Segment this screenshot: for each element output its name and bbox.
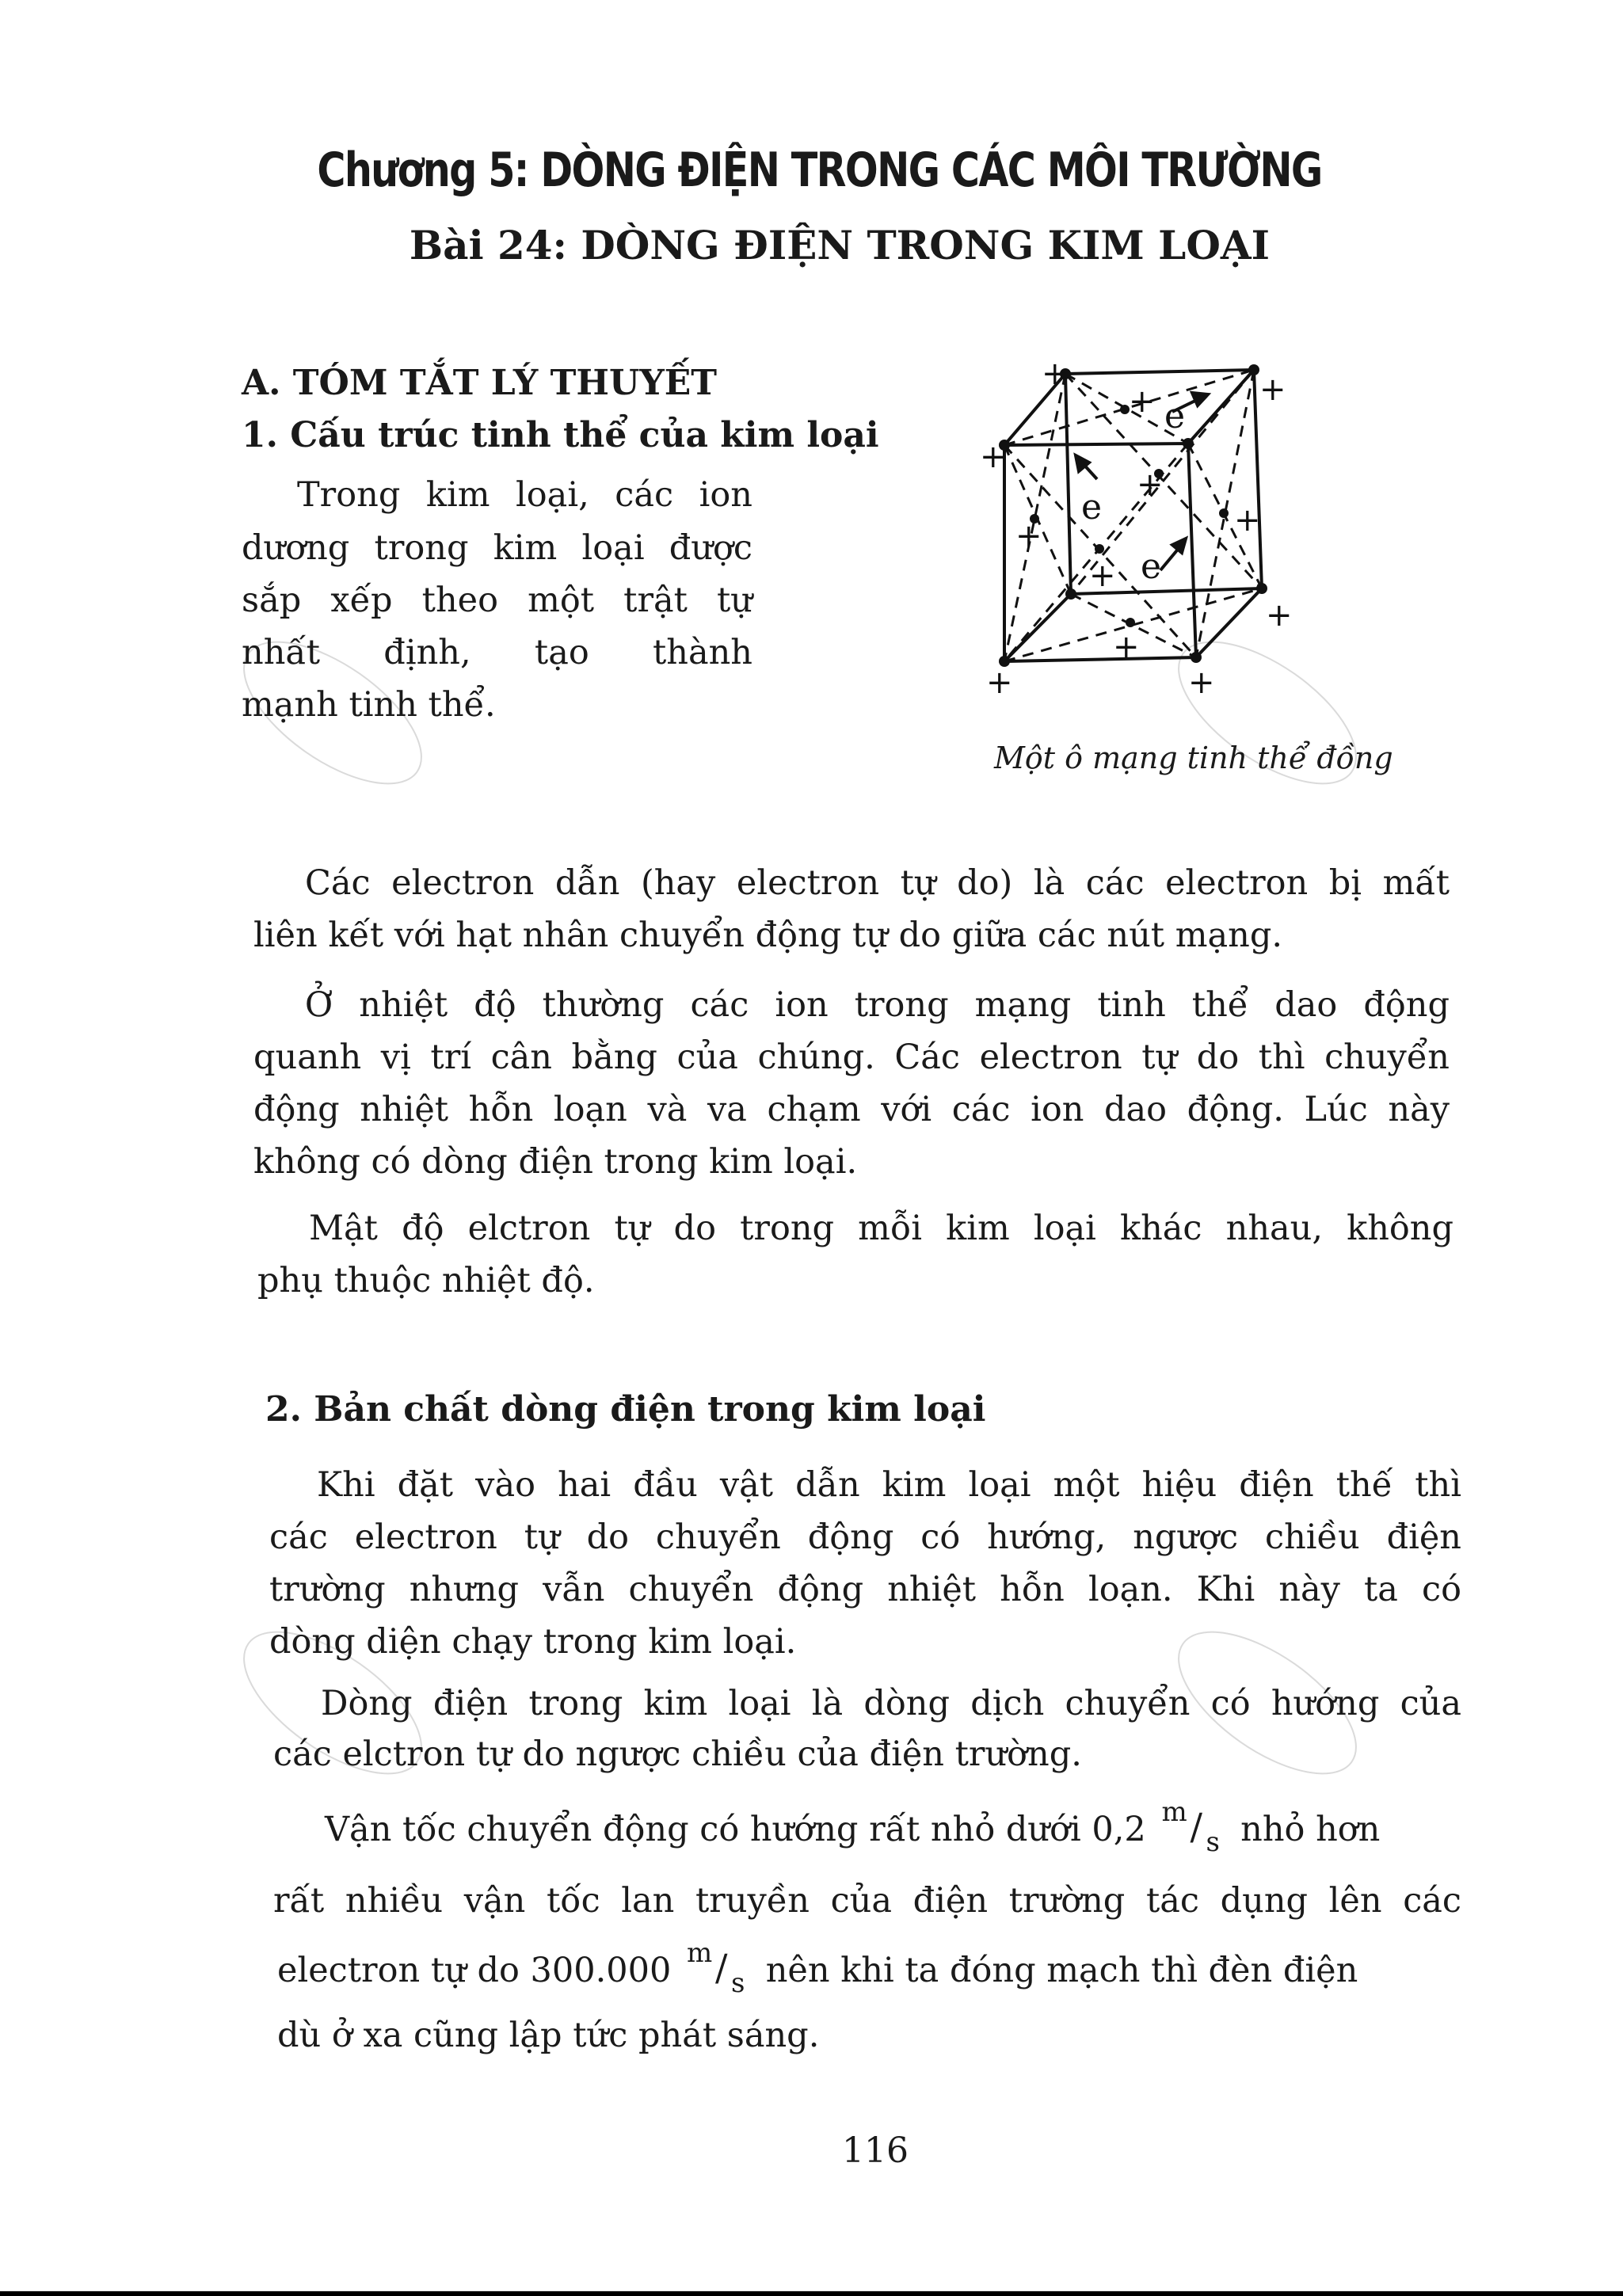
- ion-label: +: [1015, 518, 1042, 554]
- unit-numerator: m: [687, 1937, 713, 1969]
- unit-denominator: s: [1206, 1826, 1220, 1858]
- text-line: trường nhưng vẫn chuyển động nhiệt hỗn loạn. Khi này ta có: [269, 1570, 1461, 1609]
- ion-label: +: [1259, 371, 1286, 408]
- text-line: rất nhiều vận tốc lan truyền của điện trường tác dụng lên các: [273, 1881, 1461, 1921]
- unit-meters-per-second: [687, 1937, 750, 1999]
- text-line: Mật độ elctron tự do trong mỗi kim loại khác nhau, không: [309, 1209, 1453, 1248]
- text-segment: Vận tốc chuyển động có hướng rất nhỏ dưới 0,2: [325, 1810, 1146, 1849]
- text-line: phụ thuộc nhiệt độ.: [257, 1261, 595, 1300]
- unit-numerator: m: [1161, 1796, 1187, 1828]
- text-line: Dòng điện trong kim loại là dòng dịch chuyển có hướng của: [321, 1684, 1461, 1723]
- text-line: Các electron dẫn (hay electron tự do) là các electron bị mất: [305, 863, 1450, 903]
- section-a-heading: A. TÓM TẮT LÝ THUYẾT: [242, 363, 718, 403]
- fraction-slash: /: [715, 1946, 728, 1989]
- text-line: quanh vị trí cân bằng của chúng. Các electron tự do thì chuyển: [253, 1038, 1450, 1077]
- ion-label: +: [1129, 383, 1156, 420]
- section-1-heading: 1. Cấu trúc tinh thể của kim loại: [242, 415, 879, 455]
- velocity-line-3: [277, 1937, 1358, 1999]
- figure-caption: Một ô mạng tinh thể đồng: [994, 741, 1393, 775]
- section-2-heading: 2. Bản chất dòng điện trong kim loại: [265, 1389, 986, 1430]
- text-segment: electron tự do 300.000: [277, 1951, 672, 1990]
- ion-label: +: [1113, 629, 1140, 665]
- text-line: dương trong kim loại được: [242, 528, 752, 568]
- text-line: Khi đặt vào hai đầu vật dẫn kim loại một hiệu điện thế thì: [317, 1465, 1461, 1505]
- scan-edge: [0, 2291, 1623, 2296]
- ion-label: +: [980, 439, 1007, 475]
- ion-label: +: [1266, 597, 1293, 634]
- ion-label: +: [1234, 502, 1261, 539]
- text-line: mạnh tinh thể.: [242, 685, 496, 725]
- ion-label: +: [1137, 466, 1164, 503]
- unit-denominator: s: [731, 1967, 745, 1999]
- page-number: 116: [842, 2130, 909, 2171]
- unit-meters-per-second: [1161, 1796, 1225, 1858]
- velocity-line-1: [325, 1796, 1381, 1858]
- chapter-title: Chương 5: DÒNG ĐIỆN TRONG CÁC MÔI TRƯỜNG: [317, 143, 1322, 198]
- lesson-title: Bài 24: DÒNG ĐIỆN TRONG KIM LOẠI: [409, 222, 1271, 268]
- text-line: động nhiệt hỗn loạn và va chạm với các ion dao động. Lúc này: [253, 1090, 1450, 1129]
- text-line: Ở nhiệt độ thường các ion trong mạng tinh thể dao động: [305, 985, 1450, 1025]
- text-line: dòng diện chạy trong kim loại.: [269, 1622, 797, 1662]
- text-line: nhất định, tạo thành: [242, 633, 752, 672]
- fraction-slash: /: [1190, 1805, 1202, 1848]
- electron-label: e: [1141, 546, 1162, 587]
- text-line: không có dòng điện trong kim loại.: [253, 1142, 858, 1182]
- ion-label: +: [1188, 664, 1215, 701]
- text-line: các elctron tự do ngược chiều của điện trường.: [273, 1734, 1082, 1774]
- ion-label: +: [1042, 356, 1069, 392]
- text-segment: nên khi ta đóng mạch thì đèn điện: [765, 1951, 1358, 1990]
- electron-label: e: [1081, 487, 1103, 527]
- copper-crystal-lattice-diagram: [974, 348, 1339, 721]
- ion-label: +: [1089, 558, 1116, 594]
- text-line: Trong kim loại, các ion: [297, 475, 752, 515]
- ion-label: +: [986, 664, 1013, 701]
- text-segment: nhỏ hơn: [1240, 1810, 1381, 1849]
- text-line: liên kết với hạt nhân chuyển động tự do giữa các nút mạng.: [253, 916, 1283, 955]
- text-line: sắp xếp theo một trật tự: [242, 581, 752, 620]
- text-line: các electron tự do chuyển động có hướng, ngược chiều điện: [269, 1517, 1461, 1557]
- text-line: dù ở xa cũng lập tức phát sáng.: [277, 2016, 820, 2055]
- electron-label: e: [1164, 396, 1186, 436]
